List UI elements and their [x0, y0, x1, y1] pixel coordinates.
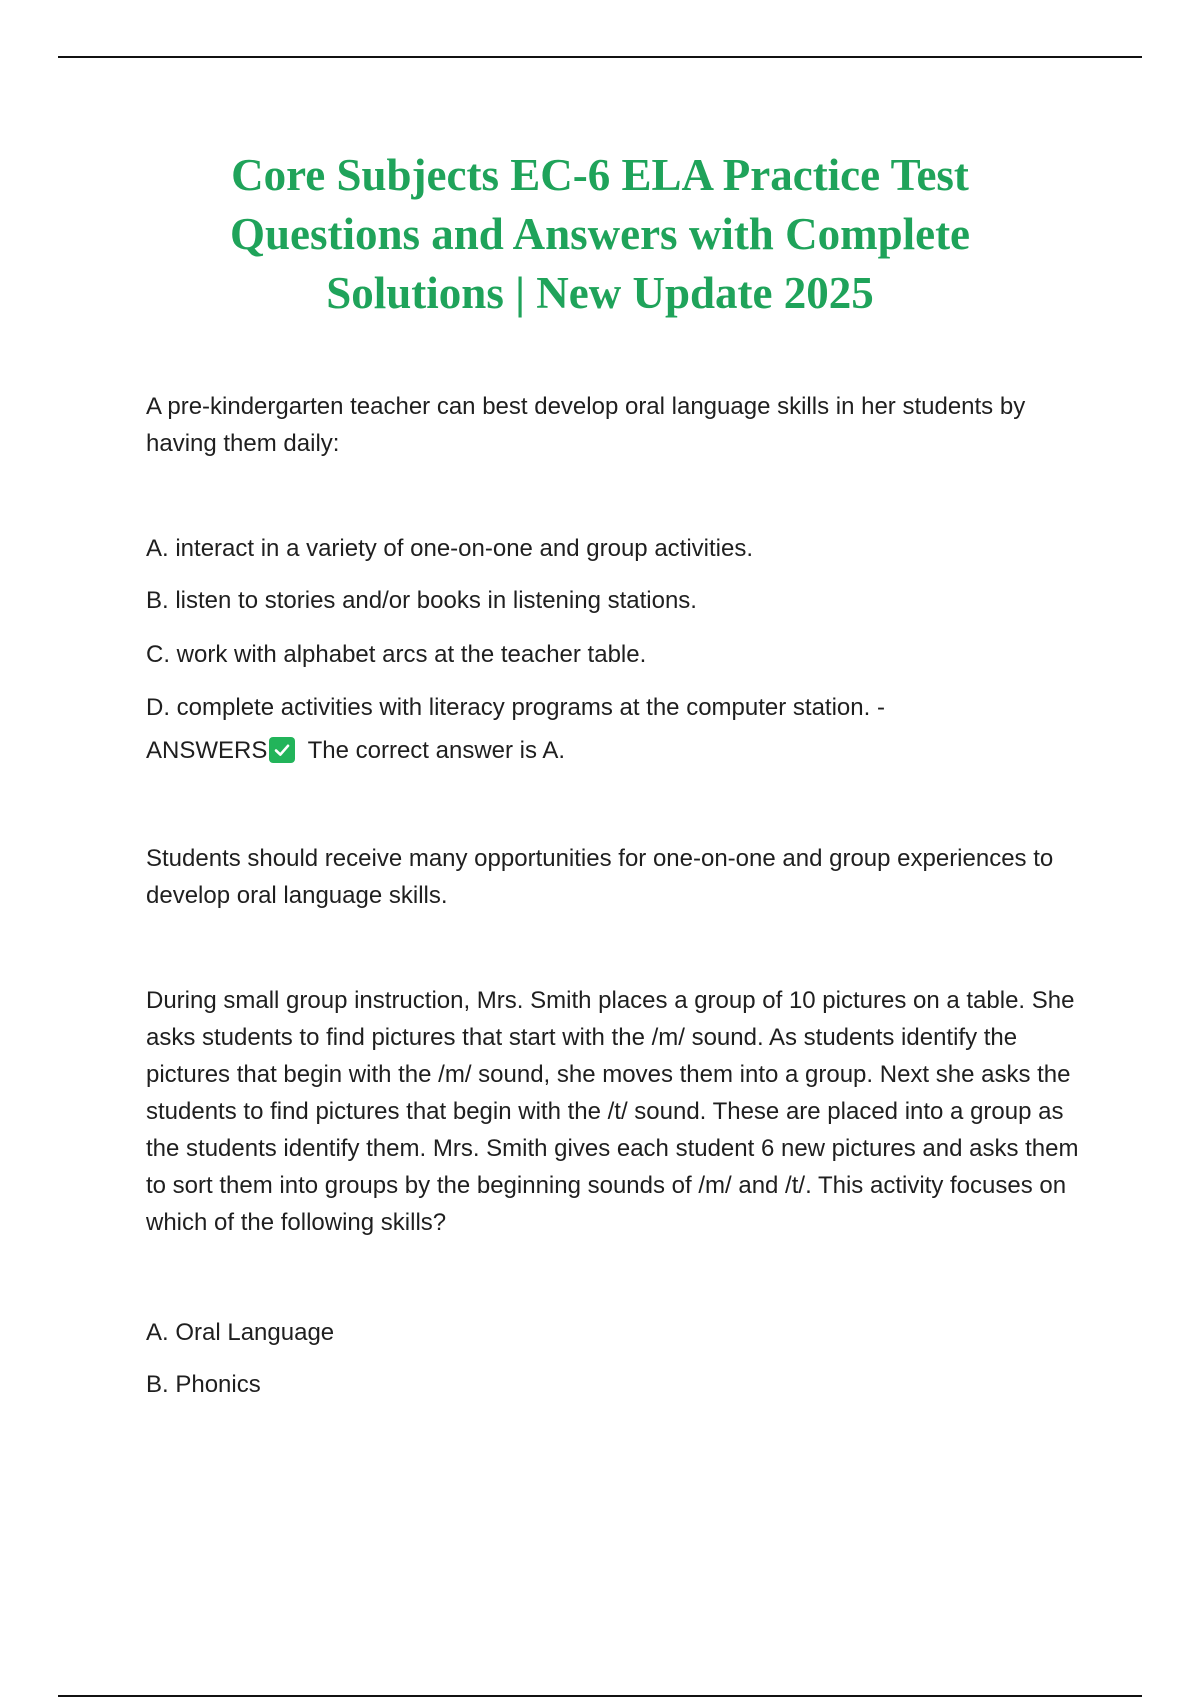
question-1-option-c: C. work with alphabet arcs at the teacher table. [146, 641, 647, 668]
question-1-option-b: B. listen to stories and/or books in listening stations. [146, 587, 697, 614]
answer-text: The correct answer is A. [307, 737, 566, 764]
question-2-prompt: During small group instruction, Mrs. Smith places a group of 10 pictures on a table. She asks students to find pictures that start with the /m/ sound. As students identify the pictures that begin with the /m/ sound, she moves them into a group. Next she asks the students to find pictures that begin with the /t/ sound. These are placed into a group as the students identify them. Mrs. Smith gives each student 6 new pictures and asks them to sort them into groups by the beginning sounds of /m/ and /t/. This activity focuses on which of the following skills? [146, 987, 1079, 1236]
top-rule [58, 56, 1142, 58]
question-1-answer [146, 732, 1096, 769]
question-1-explanation: Students should receive many opportunities for one-on-one and group experiences to develop oral language skills. [146, 845, 1054, 909]
bottom-rule [58, 1695, 1142, 1697]
check-mark-icon [269, 737, 295, 763]
question-2-option-a: A. Oral Language [146, 1319, 335, 1346]
question-1-option-a: A. interact in a variety of one-on-one and group activities. [146, 535, 754, 562]
question-2-option-b: B. Phonics [146, 1371, 261, 1398]
question-1-option-d: D. complete activities with literacy programs at the computer station. - [146, 694, 885, 721]
answer-prefix: ANSWERS [146, 737, 268, 764]
document-title: Core Subjects EC-6 ELA Practice Test Questions and Answers with Complete Solutions | New Update 2025 [229, 150, 971, 318]
question-1-prompt: A pre-kindergarten teacher can best develop oral language skills in her students by having them daily: [146, 393, 1026, 457]
